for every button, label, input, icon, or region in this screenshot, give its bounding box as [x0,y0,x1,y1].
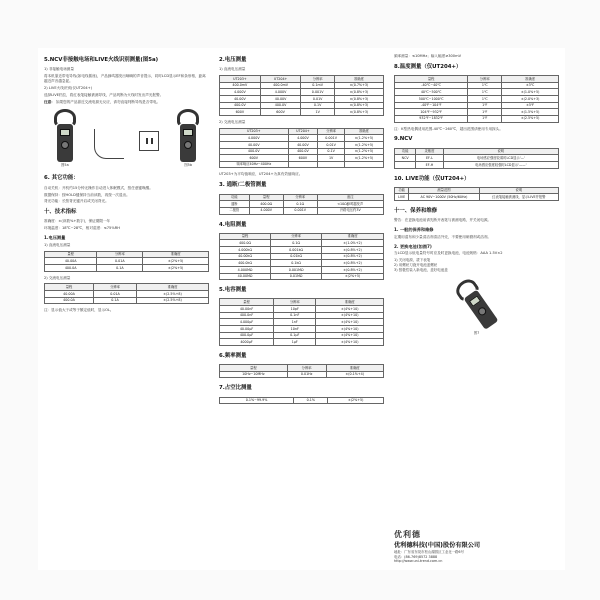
table-header: 分辨率 [283,194,317,201]
table-cell: 开路电压约3V [317,207,383,214]
table-cell: ±(1.2%+5) [344,155,383,162]
capacitance-table [219,298,384,345]
table-header: 功能 [395,148,416,155]
table-header: 准确度 [316,299,384,306]
table-cell: 0.1V [318,148,345,155]
company-name: 优利德科技(中国)股份有限公司 [394,541,481,549]
table-cell: 0.1μF [274,332,316,339]
table-cell: 1℉ [468,102,502,109]
column-2 [219,54,384,564]
table-cell: 0.1% [294,397,328,404]
table-cell: 0.001MΩ [271,266,322,273]
list-item: 3) 按极性装入新电池，盖好电池盖 [394,267,448,272]
table-cell: 4.000V [220,135,289,142]
voltage-note: UT203+为平均值响应，UT204+为真有效值响应。 [219,172,303,177]
temperature-title: 8.温度测量（仅UT204+） [394,63,462,70]
table-row [220,371,384,378]
table-header: 功能 [395,187,409,194]
table-cell: ±(4%+10) [316,339,384,346]
clamp-meter-illustration [52,109,78,163]
table-cell: 1℉ [468,115,502,122]
table-cell: 0.1Ω [283,201,317,208]
table-cell: 0.1A [97,264,143,271]
table-row [220,155,384,162]
manual-sheet [38,48,565,570]
spec-environment: 环境温度：18℃~28℃，相对湿度：≤75%RH [44,226,120,231]
table-cell: 0.01A [97,258,143,265]
table-cell: 4000μF [220,339,274,346]
frequency-table [219,364,384,378]
table-cell: 4.000V [220,89,261,96]
table-cell: 10Hz~10MHz [220,371,288,378]
table-row [395,155,559,162]
spec-accuracy: 准确度：±(读数%+数字)，保证期限一年 [44,219,111,224]
table-cell: 40.00A [45,258,97,265]
table-cell: 0.01Hz [287,371,326,378]
current-title: 1.电压测量 [44,235,66,241]
table-header: 说明 [479,187,558,194]
list-item: 2) 用螺丝刀旋开电池盖螺丝 [394,262,438,267]
table-row [220,240,384,247]
table-header: 功能 [220,194,250,201]
table-cell: 0.1%~99.9% [220,397,294,404]
table-cell: 400.0mV [260,82,301,89]
table-header: 测量范围 [409,187,479,194]
table-row [220,332,384,339]
table-cell: 40.00V [220,141,289,148]
table-cell: 1V [318,155,345,162]
table-header: 分辨率 [94,284,137,291]
table-cell: 500℃~1000℃ [395,96,468,103]
table-cell: 1℃ [468,96,502,103]
battery-replace-text: 当LCD显示低电量符号时应及时更换电池，电池规格：AAA 1.5V×2 [394,251,503,256]
table-cell: ±(2.5%+8) [137,291,209,298]
table-cell: ±(2.5%+8) [137,297,209,304]
table-cell: 0.1kΩ [271,260,322,267]
ac-voltage-table [219,128,384,169]
table-cell: EF-L [416,155,443,162]
table-cell: 1μF [274,339,316,346]
table-row [220,260,384,267]
table-cell: ±(2%+5) [322,273,384,280]
figure-5a-caption: 图5a [61,162,69,167]
table-header: 分辨率 [318,128,345,135]
table-cell [288,161,318,168]
table-header: 准确度 [137,284,209,291]
table-row [45,291,209,298]
figure-5a [52,109,78,168]
table-row [220,109,384,116]
table-header: 分辨率 [468,76,502,83]
table-cell: 1V [301,109,334,116]
table-cell [318,161,345,168]
table-row [395,194,559,201]
capacitance-title: 5.电容测量 [219,287,247,294]
table-cell: ±(0.8%+2) [322,247,384,254]
table-cell: ±(1.0%+2) [322,240,384,247]
company-address: 地址：广东省东莞市松山湖园区工业北一路6号 [394,550,464,555]
table-cell: 4.000kΩ [220,247,271,254]
clamp-meter-illustration [175,109,201,163]
table-cell: 400.0V [220,102,261,109]
column-1 [44,54,209,564]
note-text: 如果您的产品靠近交流电源无反应，请勿直接判断导线是否带电。 [55,99,161,104]
table-cell: ±(1.2%+5) [344,148,383,155]
ncv-note [44,100,209,105]
table-cell: ±(4%+10) [316,325,384,332]
table-row [220,82,384,89]
table-row [395,96,559,103]
frequency-title: 6.频率测量 [219,352,247,359]
table-header: UT204+ [288,128,318,135]
table-cell: 4.000V [260,89,301,96]
spec-title: 十、技术指标 [44,209,77,216]
table-cell: 600V [260,109,301,116]
table-row [220,96,384,103]
table-header: UT203+ [220,128,289,135]
table-cell: 932℉~1832℉ [395,115,468,122]
table-cell: 40.00nF [220,306,274,313]
table-cell: 10nF [274,325,316,332]
ncv-step-1: 1) 非接触电场测量 [44,67,74,72]
table-cell: <10Ω蜂鸣器发声 [317,201,383,208]
table-cell: ±(1.2%+5) [344,135,383,142]
table-row [220,253,384,260]
table-cell [344,161,383,168]
table-header: 准确度 [344,128,383,135]
list-item: 1) 关闭电源，拔下表笔 [394,258,431,263]
table-row [395,89,559,96]
duty-cycle-title: 7.占空比测量 [219,385,252,392]
dc-current-table [44,251,209,272]
table-cell: 0.01V [301,96,334,103]
general-maintenance-title: 1. 一般的保养和维修 [394,227,434,233]
table-row [220,266,384,273]
table-cell: ±(4%+10) [316,319,384,326]
table-cell: 400.0V [220,148,289,155]
temperature-note: 注：K型热电偶适用范围-40℃~260℃，超出范围请使用专用探头。 [394,126,503,131]
table-header: 分辨率 [97,251,143,258]
table-cell: 400.0mV [220,82,261,89]
temperature-table [394,75,559,122]
socket-icon [139,131,159,151]
table-cell: 0.01MΩ [271,273,322,280]
table-cell: 4.000μF [220,319,274,326]
table-cell: AC 90V~1000V (50Hz/60Hz) [409,194,479,201]
table-header: 量程 [249,194,283,201]
table-cell: 通断 [220,201,250,208]
figure-5b [175,109,201,168]
table-cell: 0.1mV [301,82,334,89]
table-cell: 电场感应强度较弱时LCD显示'—' [443,155,558,162]
column-3 [394,54,559,564]
table-cell: ±(2.5%+5) [502,115,559,122]
table-header: UT203+ [220,76,261,83]
figure-7-caption: 图7 [473,331,480,336]
table-cell: 40.00μF [220,325,274,332]
table-header: 分辨率 [287,365,326,372]
table-row [220,141,384,148]
continuity-table [219,194,384,215]
table-row [220,325,384,332]
table-row [220,273,384,280]
table-header: 量程 [45,284,94,291]
table-cell: 0.001kΩ [271,247,322,254]
table-cell: ±5℉ [502,102,559,109]
table-cell: ±(1.2%+5) [344,141,383,148]
table-cell: ±(0.8%+3) [334,89,383,96]
table-cell: 电场感应强度较强时LCD显示'——' [443,161,558,168]
table-row [220,102,384,109]
ncv-step-1-body: 将本机靠近带电导线(如电线插座)，产品蜂鸣器发出嘀嘀的声音提示，同时LCD显示EF和条形格，距离越近声音越急促。 [44,74,206,83]
other-hold: 数据保持：按HOLD键保持当前读数，再按一次退出。 [44,192,130,197]
table-header: 量程 [220,365,288,372]
table-cell: ±(0.7%+3) [334,82,383,89]
table-row [395,82,559,89]
table-cell: ±(0.8%+3) [334,109,383,116]
table-cell: ±(0.8%+3) [334,102,383,109]
table-cell: 频率响应40Hz~400Hz [220,161,289,168]
dc-current-sub: 1) 直流电压测量 [44,242,71,247]
table-cell: -40℉~104℉ [395,102,468,109]
dc-voltage-table [219,75,384,116]
table-cell: 400.0μF [220,332,274,339]
ac-current-table [44,283,209,304]
table-cell: 40.00MΩ [220,273,271,280]
table-cell: 4.000V [288,135,318,142]
table-header: 灵敏度 [416,148,443,155]
table-cell: 400.0nF [220,312,274,319]
table-cell: ±(1.5%+5) [502,109,559,116]
table-cell: ±(2.0%+3) [502,96,559,103]
table-cell: 40.00V [288,141,318,148]
table-header: 量程 [395,76,468,83]
table-cell: 400.0A [45,264,97,271]
table-cell: 400.0V [260,102,301,109]
general-maintenance-text: 定期用湿布和少量清洁剂清洁外壳，不要使用研磨剂或溶剂。 [394,234,492,239]
table-cell: 40℃~500℃ [395,89,468,96]
table-cell: ±(4%+10) [316,332,384,339]
table-row [395,109,559,116]
table-cell: ±3℃ [502,82,559,89]
table-row [220,148,384,155]
other-functions-title: 6. 其它功能： [44,175,79,182]
dc-voltage-sub: 1) 直流电压测量 [219,67,246,72]
table-cell: LIVE [395,194,409,201]
table-header: 准确度 [334,76,383,83]
table-cell: 0.01A [94,291,137,298]
table-cell: 400.0Ω [220,240,271,247]
table-cell: 0.1nF [274,312,316,319]
table-cell: 400.0kΩ [220,260,271,267]
table-cell: ±(0.8%+2) [322,253,384,260]
figure-5b-caption: 图5b [184,162,192,167]
table-cell: 1℃ [468,89,502,96]
table-cell: 104℉~932℉ [395,109,468,116]
wire-illustration [94,129,124,159]
table-cell: ±(4%+10) [316,306,384,313]
table-row [220,89,384,96]
table-header: 量程 [220,233,271,240]
table-cell: ±(2%+5) [328,397,384,404]
table-row [220,397,384,404]
company-website: http://www.uni-trend.com.cn [394,559,443,564]
battery-steps [394,258,559,272]
table-row [45,297,209,304]
table-row [220,247,384,254]
table-header: UT204+ [260,76,301,83]
table-cell: EF-H [416,161,443,168]
table-cell [395,161,416,168]
table-cell: 600V [220,109,261,116]
table-header: 准确度 [143,251,209,258]
table-cell: 0.001V [318,135,345,142]
table-row [220,306,384,313]
table-header: 准确度 [502,76,559,83]
table-header: 分辨率 [301,76,334,83]
figure-7 [394,277,559,336]
table-cell: 红表笔接触被测线，显示LIVE并报警 [479,194,558,201]
table-cell: 0.01kΩ [271,253,322,260]
table-header: 分辨率 [271,233,322,240]
table-row [220,135,384,142]
ncv-step-2: 2) LIVE火线识别(仅UT204+) [44,85,93,90]
table-row [220,312,384,319]
table-cell: 40.00V [260,96,301,103]
table-cell: NCV [395,155,416,162]
table-header: 备注 [317,194,383,201]
maintenance-title: 十一、保养和维修 [394,208,438,215]
company-phone: 电话：(86-769)8572 3888 [394,554,438,559]
table-cell: 0.001V [301,89,334,96]
duty-cycle-table [219,397,384,405]
table-cell: ±(2%+5) [143,258,209,265]
brand-logo: 优利德 [394,530,421,540]
table-cell: 400.0V [288,148,318,155]
continuity-title: 3. 通断/二极管测量 [219,182,267,189]
table-cell: 600V [220,155,289,162]
ncv-spec-title: 9.NCV [394,136,413,143]
table-cell: 4.000V [249,207,283,214]
ac-voltage-sub: 2) 交流电压测量 [219,119,246,124]
table-cell: -40℃~40℃ [395,82,468,89]
ncv-section-title: 5.NCV非接触电场和LIVE火线识别测量(图5a) [44,57,159,63]
table-cell: 40.00V [220,96,261,103]
table-row [220,339,384,346]
table-row [220,207,384,214]
table-cell: 400.0Ω [249,201,283,208]
table-cell: 1nF [274,319,316,326]
table-cell: 0.1Ω [271,240,322,247]
table-row [220,319,384,326]
table-header: 准确度 [326,365,384,372]
table-cell: 0.1A [94,297,137,304]
table-cell: ±(4%+10) [316,312,384,319]
table-header: 说明 [443,148,558,155]
table-row [45,258,209,265]
current-footnote: 注：显示值大于或等于额定值时，显示OL。 [44,308,114,313]
table-row [45,264,209,271]
table-cell: 40.00kΩ [220,253,271,260]
frequency-input-note: 频率测量：≤10MHz；输入幅度≥300mV [394,54,462,58]
resistance-title: 4.电阻测量 [219,221,247,228]
table-cell: ±(0.8%+2) [322,266,384,273]
note-label: 注意： [44,99,55,104]
table-cell: 0.001V [283,207,317,214]
brand-block [394,526,559,564]
table-cell: ±(1.0%+5) [502,89,559,96]
table-cell: 1℉ [468,109,502,116]
table-cell: 10pF [274,306,316,313]
table-header: 量程 [45,251,97,258]
table-cell: 600V [288,155,318,162]
table-cell: 0.01V [318,141,345,148]
table-cell: ±(0.8%+3) [334,96,383,103]
table-row [220,201,384,208]
clamp-meter-illustration [450,275,502,334]
table-cell: 4.000MΩ [220,266,271,273]
resistance-table [219,233,384,280]
battery-replace-title: 2. 更换电池(如图7) [394,243,432,249]
live-table [394,187,559,201]
maintenance-warning: 警告：在更换电池前请先断开表笔与被测电路，并关闭电源。 [394,218,492,223]
other-backlight: 背光功能：长按背光键开启或关闭背光。 [44,199,109,204]
table-row [220,161,384,168]
table-cell: ±(0.8%+2) [322,260,384,267]
ac-current-sub: 2) 交流电压测量 [44,275,71,280]
table-cell: ±(0.1%+4) [326,371,384,378]
table-cell: 400.0A [45,297,94,304]
table-row [395,102,559,109]
table-header: 准确度 [322,233,384,240]
table-cell: 二极管 [220,207,250,214]
ncv-step-2-body: 选择LIVE档位，将红表笔接触被测导线，产品判断为火线时发出声光报警。 [44,92,164,97]
live-title: 10. LIVE功能（仅UT204+） [394,175,470,182]
table-header: 量程 [220,299,274,306]
table-header: 分辨率 [274,299,316,306]
other-auto-off: 自动关机：开机约15分钟无操作自动进入休眠模式，按任意键唤醒。 [44,185,153,190]
voltage-title: 2.电压测量 [219,57,247,63]
ncv-table [394,148,559,169]
table-cell: ±(2%+5) [143,264,209,271]
figure-5 [44,109,209,167]
table-row [395,115,559,122]
table-cell: 0.1V [301,102,334,109]
table-cell: 40.00A [45,291,94,298]
table-row [395,161,559,168]
table-cell: 1℃ [468,82,502,89]
